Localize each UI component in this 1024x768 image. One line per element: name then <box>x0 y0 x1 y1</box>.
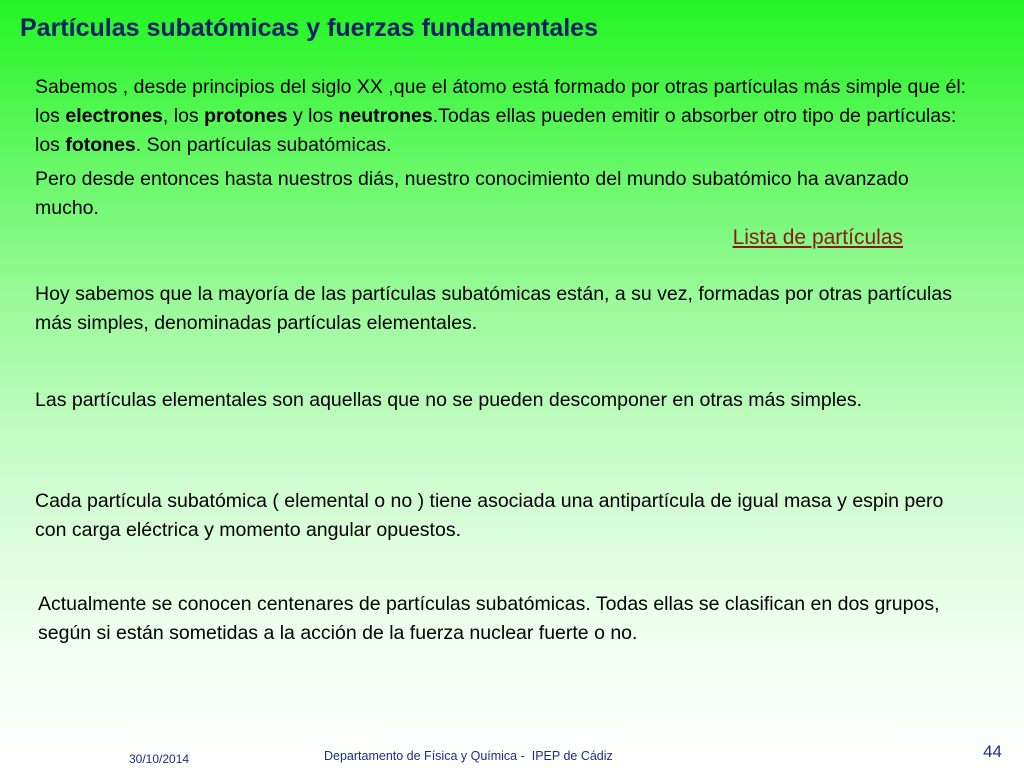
paragraph-knowledge-advanced: Pero desde entonces hasta nuestros diás, nuestro conocimiento del mundo subatómico ha avanzado mucho. <box>35 168 909 219</box>
paragraph-antiparticle: Cada partícula subatómica ( elemental o no ) tiene asociada una antipartícula de igual masa y espin pero con carga eléctrica y momento angular opuestos. <box>35 490 944 541</box>
p1-text-5: . Son partículas subatómicas. <box>135 134 392 156</box>
neutrones-bold: neutrones <box>338 105 433 127</box>
p1-text-1: Sabemos , desde principios del siglo XX ,que el átomo está formado por otras partículas más simple que él: los <box>35 76 967 127</box>
footer-department: Departamento de Física y Química - IPEP de Cádiz <box>324 749 613 763</box>
particle-list-link[interactable]: Lista de partículas <box>732 226 903 249</box>
footer-date: 30/10/2014 <box>129 752 190 766</box>
paragraph-classification: Actualmente se conocen centenares de partículas subatómicas. Todas ellas se clasifican en dos grupos, según si están sometidas a la acción de la fuerza nuclear fuerte o no. <box>38 593 940 644</box>
paragraph-elementary-definition: Las partículas elementales son aquellas que no se pueden descomponer en otras más simples. <box>35 389 863 411</box>
page-number: 44 <box>983 742 1002 761</box>
electrones-bold: electrones <box>65 105 163 127</box>
fotones-bold: fotones <box>65 134 136 156</box>
p1-text-3: y los <box>287 105 339 127</box>
slide-title: Partículas subatómicas y fuerzas fundamentales <box>20 14 598 42</box>
p1-text-2: , los <box>162 105 205 127</box>
paragraph-atom-structure <box>35 73 970 160</box>
protones-bold: protones <box>204 105 288 127</box>
p1-text-4: .Todas ellas pueden emitir o absorber otro tipo de partículas: los <box>35 105 957 156</box>
paragraph-elementary-particles: Hoy sabemos que la mayoría de las partículas subatómicas están, a su vez, formadas por otras partículas más simples, denominadas partículas elementales. <box>35 283 952 334</box>
